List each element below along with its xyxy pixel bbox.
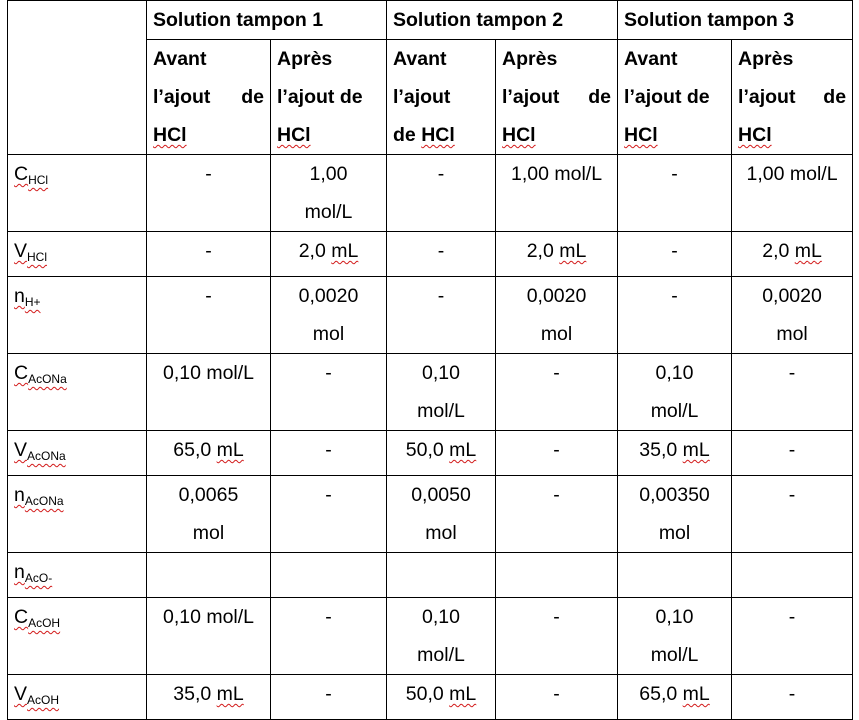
value-cell: - <box>147 232 271 277</box>
row-label: $V_{AcONa}$ <box>8 431 147 476</box>
value-cell: 0,10 mol/L <box>387 598 496 675</box>
value-cell <box>271 553 387 598</box>
s2-after-header: Après l’ajout de HCl <box>496 40 618 155</box>
value-cell: - <box>496 675 618 720</box>
value-cell: 65,0 mL <box>618 675 732 720</box>
value-cell <box>496 553 618 598</box>
value-cell: - <box>732 476 853 553</box>
value-cell: 35,0 mL <box>147 675 271 720</box>
table-header-row <box>8 1 853 40</box>
solution-3-header: Solution tampon 3 <box>618 1 853 40</box>
table-row <box>8 354 853 431</box>
value-cell: 1,00 mol/L <box>496 155 618 232</box>
s3-after-header: Après l’ajout de HCl <box>732 40 853 155</box>
table-row <box>8 553 853 598</box>
s1-after-header: Après l’ajout de HCl <box>271 40 387 155</box>
value-cell: 1,00 mol/L <box>732 155 853 232</box>
value-cell: 50,0 mL <box>387 431 496 476</box>
table-row <box>8 598 853 675</box>
value-cell: - <box>496 354 618 431</box>
s2-before-header: Avant l’ajout de HCl <box>387 40 496 155</box>
value-cell: 65,0 mL <box>147 431 271 476</box>
value-cell: 0,0020 mol <box>496 277 618 354</box>
value-cell: - <box>496 476 618 553</box>
value-cell <box>387 553 496 598</box>
row-label: $C_{AcONa}$ <box>8 354 147 431</box>
value-cell: 0,0020 mol <box>732 277 853 354</box>
table-row <box>8 431 853 476</box>
value-cell: - <box>271 431 387 476</box>
value-cell <box>618 553 732 598</box>
value-cell <box>147 553 271 598</box>
value-cell: - <box>618 232 732 277</box>
value-cell: - <box>387 155 496 232</box>
value-cell: - <box>618 155 732 232</box>
value-cell: 0,10 mol/L <box>618 354 732 431</box>
value-cell: - <box>147 155 271 232</box>
value-cell: 1,00 mol/L <box>271 155 387 232</box>
value-cell: 0,10 mol/L <box>147 598 271 675</box>
value-cell: - <box>496 598 618 675</box>
value-cell: 0,00350 mol <box>618 476 732 553</box>
value-cell: - <box>147 277 271 354</box>
value-cell: - <box>732 675 853 720</box>
value-cell: - <box>387 232 496 277</box>
value-cell: 0,10 mol/L <box>147 354 271 431</box>
table-body <box>8 155 853 720</box>
corner-cell <box>8 1 147 155</box>
value-cell <box>732 553 853 598</box>
value-cell: - <box>496 431 618 476</box>
value-cell: - <box>732 598 853 675</box>
table-row <box>8 277 853 354</box>
value-cell: - <box>387 277 496 354</box>
value-cell: - <box>271 354 387 431</box>
value-cell: - <box>271 675 387 720</box>
value-cell: - <box>732 431 853 476</box>
row-label: $n_{AcO-}$ <box>8 553 147 598</box>
value-cell: - <box>732 354 853 431</box>
value-cell: 0,0020 mol <box>271 277 387 354</box>
row-label: $C_{HCl}$ <box>8 155 147 232</box>
row-label: $n_{H+}$ <box>8 277 147 354</box>
table-row <box>8 232 853 277</box>
row-label: $C_{AcOH}$ <box>8 598 147 675</box>
value-cell: 50,0 mL <box>387 675 496 720</box>
s3-before-header: Avant l’ajout de HCl <box>618 40 732 155</box>
value-cell: 2,0 mL <box>496 232 618 277</box>
value-cell: - <box>618 277 732 354</box>
value-cell: 35,0 mL <box>618 431 732 476</box>
solution-2-header: Solution tampon 2 <box>387 1 618 40</box>
table-row <box>8 675 853 720</box>
table-row <box>8 476 853 553</box>
s1-before-header: Avant l’ajout de HCl <box>147 40 271 155</box>
value-cell: 2,0 mL <box>271 232 387 277</box>
solution-1-header: Solution tampon 1 <box>147 1 387 40</box>
value-cell: 0,10 mol/L <box>387 354 496 431</box>
value-cell: 0,0065 mol <box>147 476 271 553</box>
value-cell: - <box>271 598 387 675</box>
value-cell: 2,0 mL <box>732 232 853 277</box>
row-label: $V_{HCl}$ <box>8 232 147 277</box>
table-row <box>8 155 853 232</box>
value-cell: 0,0050 mol <box>387 476 496 553</box>
row-label: $n_{AcONa}$ <box>8 476 147 553</box>
value-cell: - <box>271 476 387 553</box>
value-cell: 0,10 mol/L <box>618 598 732 675</box>
buffer-solutions-table <box>7 0 853 720</box>
row-label: $V_{AcOH}$ <box>8 675 147 720</box>
